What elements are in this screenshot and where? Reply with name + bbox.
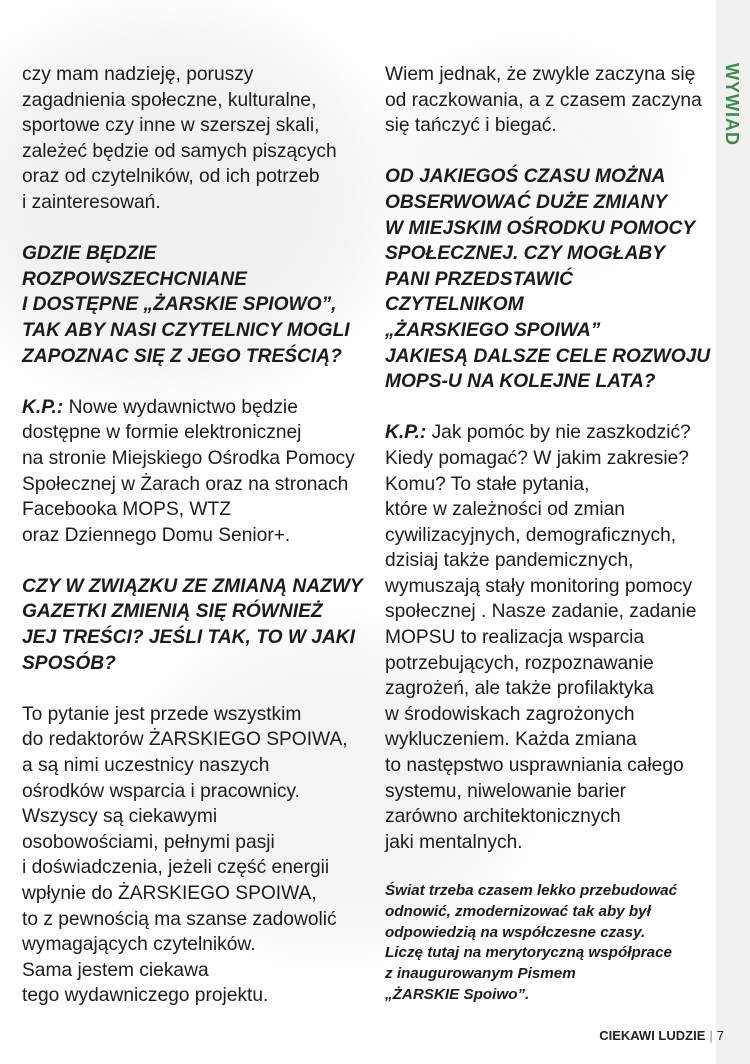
closing-statement: Świat trzeba czasem lekko przebudować odnowić, zmodernizować tak aby był odpowiedzią na współczesne czasy. Liczę tutaj na merytoryczną współprace z inaugurowanym Pismem „ŻARSKIE Spoiwo”. xyxy=(385,882,678,1003)
footer-separator: | xyxy=(709,1028,713,1043)
section-tab-label: WYWIAD xyxy=(721,62,742,146)
question-heading: OD JAKIEGOŚ CZASU MOŻNA OBSERWOWAĆ DUŻE ZMIANY W MIEJSKIM OŚRODKU POMOCY SPOŁECZNEJ. CZY MOGŁABY PANI PRZEDSTAWIĆ CZYTELNIKOM „ŻARSKIEGO SPOIWA” JAKIESĄ DALSZE CELE ROZWOJU MOPS-U NA KOLEJNE LATA? xyxy=(385,166,711,393)
answer-paragraph: To pytanie jest przede wszystkim do redaktorów ŻARSKIEGO SPOIWA, a są nimi uczestnicy naszych ośrodków wsparcia i pracownicy. Wszyscy są ciekawymi osobowościami, pełnymi pasji i doświadczenia, jeżeli część energii wpłynie do ŻARSKIEGO SPOIWA, to z pewnością ma szanse zadowolić wymagających czytelników. Sama jestem ciekawa tego wydawniczego projektu. xyxy=(22,703,348,1007)
question-heading: GDZIE BĘDZIE ROZPOWSZECHCNIANE I DOSTĘPNE „ŻARSKIE SPIOWO”, TAK ABY NASI CZYTELNICY MOGLI ZAPOZNAC SIĘ Z JEGO TREŚCIĄ? xyxy=(22,243,350,367)
section-tab xyxy=(718,44,744,164)
paragraph: Wiem jednak, że zwykle zaczyna się od raczkowania, a z czasem zaczyna się tańczyć i biegać. xyxy=(385,64,702,137)
page-number: 7 xyxy=(716,1028,724,1043)
right-column xyxy=(385,62,715,1006)
page-footer xyxy=(599,1028,724,1043)
answer-text: Nowe wydawnictwo będzie dostępne w formie elektronicznej na stronie Miejskiego Ośrodka Pomocy Społecznej w Żarach oraz na stronach Facebooka MOPS, WTZ oraz Dziennego Domu Senior+. xyxy=(22,396,355,546)
left-column xyxy=(22,62,367,1035)
speaker-label: K.P.: xyxy=(385,422,427,444)
answer-paragraph xyxy=(22,395,367,549)
footer-section-name: CIEKAWI LUDZIE xyxy=(599,1028,706,1043)
answer-text: Jak pomóc by nie zaszkodzić? Kiedy pomagać? W jakim zakresie? Komu? To stałe pytania, które w zależności od zmian cywilizacyjnych, demograficznych, dzisiaj także pandemicznych, wymuszają stały monitoring pomocy społecznej . Nasze zadanie, zadanie MOPSU to realizacja wsparcia potrzebujących, rozpoznawanie zagrożeń, ale także profilaktyka w środowiskach zagrożonych wykluczeniem. Każda zmiana to następstwo usprawniania całego systemu, niwelowanie barier zarówno architektonicznych jaki mentalnych. xyxy=(385,422,697,853)
answer-paragraph xyxy=(385,420,715,855)
speaker-label: K.P.: xyxy=(22,396,64,418)
paragraph: czy mam nadzieję, poruszy zagadnienia społeczne, kulturalne, sportowe czy inne w szerszej skali, zależeć będzie od samych piszących oraz od czytelników, od ich potrzeb i zainteresowań. xyxy=(22,64,337,213)
question-heading: CZY W ZWIĄZKU ZE ZMIANĄ NAZWY GAZETKI ZMIENIĄ SIĘ RÓWNIEŻ JEJ TREŚCI? JEŚLI TAK, TO W JAKI SPOSÓB? xyxy=(22,575,363,674)
